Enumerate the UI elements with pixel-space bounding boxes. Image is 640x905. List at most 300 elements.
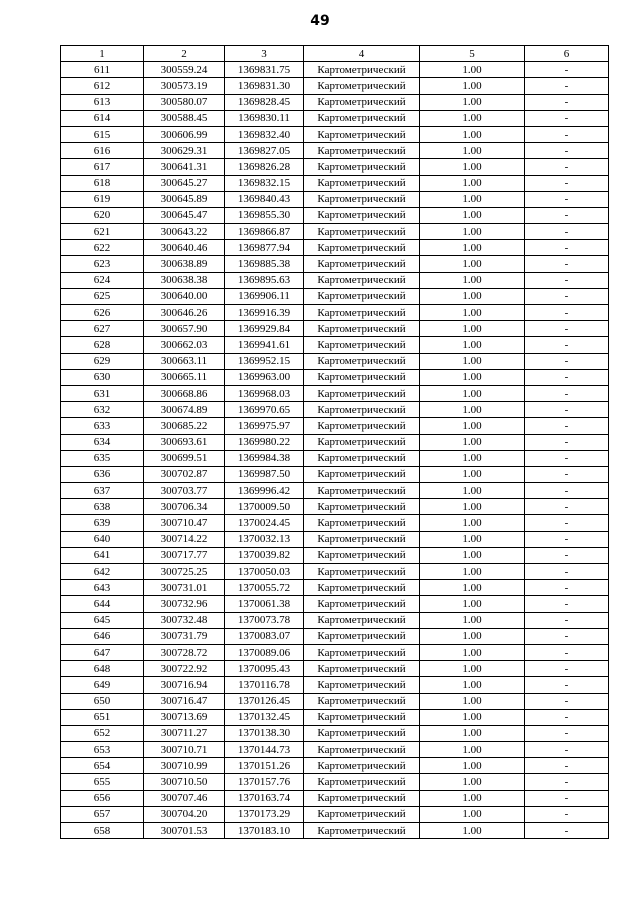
table-row [61,418,609,434]
column-header: 5 [420,46,525,62]
y-coordinate-cell: 1370032.13 [225,531,304,547]
note-cell: - [525,677,609,693]
note-cell: - [525,531,609,547]
y-coordinate-cell: 1369952.15 [225,353,304,369]
point-number-cell: 651 [61,709,144,725]
x-coordinate-cell: 300731.79 [144,628,225,644]
note-cell: - [525,321,609,337]
point-number-cell: 622 [61,240,144,256]
table-row [61,677,609,693]
method-cell: Картометрический [304,175,420,191]
y-coordinate-cell: 1369831.75 [225,62,304,78]
method-cell: Картометрический [304,580,420,596]
x-coordinate-cell: 300588.45 [144,110,225,126]
method-cell: Картометрический [304,450,420,466]
table-row [61,693,609,709]
point-number-cell: 636 [61,466,144,482]
method-cell: Картометрический [304,677,420,693]
note-cell: - [525,483,609,499]
x-coordinate-cell: 300559.24 [144,62,225,78]
method-cell: Картометрический [304,62,420,78]
y-coordinate-cell: 1369866.87 [225,224,304,240]
point-number-cell: 650 [61,693,144,709]
method-cell: Картометрический [304,596,420,612]
table-row [61,224,609,240]
table-row [61,337,609,353]
y-coordinate-cell: 1369895.63 [225,272,304,288]
method-cell: Картометрический [304,693,420,709]
coordinates-table [60,45,609,839]
y-coordinate-cell: 1369827.05 [225,143,304,159]
y-coordinate-cell: 1369855.30 [225,207,304,223]
x-coordinate-cell: 300704.20 [144,806,225,822]
method-cell: Картометрический [304,806,420,822]
point-number-cell: 640 [61,531,144,547]
x-coordinate-cell: 300640.46 [144,240,225,256]
accuracy-cell: 1.00 [420,564,525,580]
method-cell: Картометрический [304,564,420,580]
table-row [61,709,609,725]
y-coordinate-cell: 1369877.94 [225,240,304,256]
column-header: 3 [225,46,304,62]
y-coordinate-cell: 1369828.45 [225,94,304,110]
y-coordinate-cell: 1370116.78 [225,677,304,693]
point-number-cell: 652 [61,725,144,741]
point-number-cell: 641 [61,547,144,563]
point-number-cell: 624 [61,272,144,288]
accuracy-cell: 1.00 [420,110,525,126]
x-coordinate-cell: 300707.46 [144,790,225,806]
method-cell: Картометрический [304,790,420,806]
accuracy-cell: 1.00 [420,450,525,466]
point-number-cell: 628 [61,337,144,353]
x-coordinate-cell: 300645.89 [144,191,225,207]
table-row [61,110,609,126]
accuracy-cell: 1.00 [420,580,525,596]
x-coordinate-cell: 300731.01 [144,580,225,596]
method-cell: Картометрический [304,288,420,304]
point-number-cell: 615 [61,126,144,142]
note-cell: - [525,725,609,741]
table-row [61,564,609,580]
table-row [61,725,609,741]
method-cell: Картометрический [304,240,420,256]
point-number-cell: 614 [61,110,144,126]
y-coordinate-cell: 1369987.50 [225,466,304,482]
method-cell: Картометрический [304,823,420,839]
point-number-cell: 627 [61,321,144,337]
note-cell: - [525,790,609,806]
y-coordinate-cell: 1369832.40 [225,126,304,142]
table-row [61,742,609,758]
table-row [61,369,609,385]
y-coordinate-cell: 1370173.29 [225,806,304,822]
note-cell: - [525,774,609,790]
x-coordinate-cell: 300645.47 [144,207,225,223]
point-number-cell: 629 [61,353,144,369]
point-number-cell: 612 [61,78,144,94]
x-coordinate-cell: 300722.92 [144,661,225,677]
y-coordinate-cell: 1369970.65 [225,402,304,418]
accuracy-cell: 1.00 [420,143,525,159]
note-cell: - [525,580,609,596]
note-cell: - [525,758,609,774]
method-cell: Картометрический [304,774,420,790]
point-number-cell: 649 [61,677,144,693]
method-cell: Картометрический [304,369,420,385]
method-cell: Картометрический [304,661,420,677]
accuracy-cell: 1.00 [420,806,525,822]
x-coordinate-cell: 300701.53 [144,823,225,839]
method-cell: Картометрический [304,434,420,450]
table-row [61,321,609,337]
accuracy-cell: 1.00 [420,531,525,547]
column-header: 4 [304,46,420,62]
table-row [61,94,609,110]
y-coordinate-cell: 1370095.43 [225,661,304,677]
y-coordinate-cell: 1370151.26 [225,758,304,774]
table-row [61,78,609,94]
x-coordinate-cell: 300716.47 [144,693,225,709]
method-cell: Картометрический [304,385,420,401]
y-coordinate-cell: 1369840.43 [225,191,304,207]
table-row [61,466,609,482]
method-cell: Картометрический [304,207,420,223]
note-cell: - [525,499,609,515]
accuracy-cell: 1.00 [420,499,525,515]
y-coordinate-cell: 1369984.38 [225,450,304,466]
point-number-cell: 626 [61,305,144,321]
table-row [61,353,609,369]
page-number: 49 [310,13,330,29]
table-row [61,806,609,822]
accuracy-cell: 1.00 [420,483,525,499]
y-coordinate-cell: 1370024.45 [225,515,304,531]
x-coordinate-cell: 300638.89 [144,256,225,272]
x-coordinate-cell: 300573.19 [144,78,225,94]
point-number-cell: 617 [61,159,144,175]
point-number-cell: 645 [61,612,144,628]
table-row [61,288,609,304]
method-cell: Картометрический [304,644,420,660]
x-coordinate-cell: 300641.31 [144,159,225,175]
method-cell: Картометрический [304,758,420,774]
point-number-cell: 637 [61,483,144,499]
method-cell: Картометрический [304,742,420,758]
accuracy-cell: 1.00 [420,693,525,709]
table-row [61,191,609,207]
x-coordinate-cell: 300640.00 [144,288,225,304]
note-cell: - [525,628,609,644]
note-cell: - [525,742,609,758]
note-cell: - [525,272,609,288]
y-coordinate-cell: 1370009.50 [225,499,304,515]
x-coordinate-cell: 300662.03 [144,337,225,353]
note-cell: - [525,175,609,191]
table-row [61,823,609,839]
point-number-cell: 635 [61,450,144,466]
point-number-cell: 630 [61,369,144,385]
y-coordinate-cell: 1369929.84 [225,321,304,337]
note-cell: - [525,644,609,660]
accuracy-cell: 1.00 [420,612,525,628]
point-number-cell: 643 [61,580,144,596]
note-cell: - [525,806,609,822]
table-row [61,175,609,191]
accuracy-cell: 1.00 [420,628,525,644]
accuracy-cell: 1.00 [420,758,525,774]
point-number-cell: 613 [61,94,144,110]
accuracy-cell: 1.00 [420,191,525,207]
x-coordinate-cell: 300732.96 [144,596,225,612]
note-cell: - [525,337,609,353]
point-number-cell: 657 [61,806,144,822]
note-cell: - [525,240,609,256]
method-cell: Картометрический [304,499,420,515]
y-coordinate-cell: 1370055.72 [225,580,304,596]
point-number-cell: 646 [61,628,144,644]
note-cell: - [525,78,609,94]
table-row [61,143,609,159]
y-coordinate-cell: 1369906.11 [225,288,304,304]
accuracy-cell: 1.00 [420,353,525,369]
table-row [61,790,609,806]
table-row [61,644,609,660]
accuracy-cell: 1.00 [420,418,525,434]
method-cell: Картометрический [304,143,420,159]
column-header: 1 [61,46,144,62]
point-number-cell: 621 [61,224,144,240]
x-coordinate-cell: 300657.90 [144,321,225,337]
point-number-cell: 654 [61,758,144,774]
note-cell: - [525,385,609,401]
x-coordinate-cell: 300717.77 [144,547,225,563]
table-row [61,483,609,499]
note-cell: - [525,143,609,159]
table-row [61,434,609,450]
note-cell: - [525,94,609,110]
y-coordinate-cell: 1370089.06 [225,644,304,660]
accuracy-cell: 1.00 [420,434,525,450]
table-row [61,628,609,644]
table-row [61,256,609,272]
y-coordinate-cell: 1369963.00 [225,369,304,385]
accuracy-cell: 1.00 [420,240,525,256]
y-coordinate-cell: 1370039.82 [225,547,304,563]
method-cell: Картометрический [304,78,420,94]
accuracy-cell: 1.00 [420,272,525,288]
point-number-cell: 647 [61,644,144,660]
note-cell: - [525,693,609,709]
accuracy-cell: 1.00 [420,515,525,531]
x-coordinate-cell: 300711.27 [144,725,225,741]
method-cell: Картометрический [304,628,420,644]
point-number-cell: 632 [61,402,144,418]
accuracy-cell: 1.00 [420,725,525,741]
accuracy-cell: 1.00 [420,661,525,677]
table-row [61,126,609,142]
y-coordinate-cell: 1369968.03 [225,385,304,401]
x-coordinate-cell: 300629.31 [144,143,225,159]
note-cell: - [525,353,609,369]
note-cell: - [525,224,609,240]
note-cell: - [525,159,609,175]
point-number-cell: 648 [61,661,144,677]
note-cell: - [525,466,609,482]
x-coordinate-cell: 300714.22 [144,531,225,547]
table-row [61,305,609,321]
point-number-cell: 633 [61,418,144,434]
table-row [61,62,609,78]
note-cell: - [525,305,609,321]
y-coordinate-cell: 1370183.10 [225,823,304,839]
x-coordinate-cell: 300699.51 [144,450,225,466]
accuracy-cell: 1.00 [420,62,525,78]
accuracy-cell: 1.00 [420,288,525,304]
note-cell: - [525,288,609,304]
y-coordinate-cell: 1369996.42 [225,483,304,499]
table-row [61,758,609,774]
y-coordinate-cell: 1369830.11 [225,110,304,126]
method-cell: Картометрический [304,709,420,725]
method-cell: Картометрический [304,547,420,563]
accuracy-cell: 1.00 [420,547,525,563]
y-coordinate-cell: 1370126.45 [225,693,304,709]
point-number-cell: 642 [61,564,144,580]
note-cell: - [525,596,609,612]
x-coordinate-cell: 300702.87 [144,466,225,482]
accuracy-cell: 1.00 [420,337,525,353]
y-coordinate-cell: 1369975.97 [225,418,304,434]
table-row [61,661,609,677]
accuracy-cell: 1.00 [420,466,525,482]
x-coordinate-cell: 300663.11 [144,353,225,369]
method-cell: Картометрический [304,110,420,126]
x-coordinate-cell: 300693.61 [144,434,225,450]
note-cell: - [525,256,609,272]
accuracy-cell: 1.00 [420,224,525,240]
table-row [61,240,609,256]
note-cell: - [525,515,609,531]
point-number-cell: 656 [61,790,144,806]
accuracy-cell: 1.00 [420,256,525,272]
column-header: 6 [525,46,609,62]
y-coordinate-cell: 1369832.15 [225,175,304,191]
y-coordinate-cell: 1369916.39 [225,305,304,321]
point-number-cell: 616 [61,143,144,159]
point-number-cell: 618 [61,175,144,191]
accuracy-cell: 1.00 [420,402,525,418]
y-coordinate-cell: 1370138.30 [225,725,304,741]
point-number-cell: 639 [61,515,144,531]
y-coordinate-cell: 1370144.73 [225,742,304,758]
point-number-cell: 658 [61,823,144,839]
x-coordinate-cell: 300703.77 [144,483,225,499]
x-coordinate-cell: 300646.26 [144,305,225,321]
point-number-cell: 611 [61,62,144,78]
method-cell: Картометрический [304,256,420,272]
accuracy-cell: 1.00 [420,126,525,142]
table-row [61,515,609,531]
method-cell: Картометрический [304,466,420,482]
y-coordinate-cell: 1370061.38 [225,596,304,612]
table-row [61,547,609,563]
y-coordinate-cell: 1370083.07 [225,628,304,644]
point-number-cell: 655 [61,774,144,790]
table-row [61,612,609,628]
x-coordinate-cell: 300638.38 [144,272,225,288]
note-cell: - [525,62,609,78]
table-row [61,596,609,612]
method-cell: Картометрический [304,612,420,628]
x-coordinate-cell: 300674.89 [144,402,225,418]
y-coordinate-cell: 1370132.45 [225,709,304,725]
accuracy-cell: 1.00 [420,159,525,175]
accuracy-cell: 1.00 [420,677,525,693]
x-coordinate-cell: 300710.99 [144,758,225,774]
x-coordinate-cell: 300716.94 [144,677,225,693]
accuracy-cell: 1.00 [420,369,525,385]
x-coordinate-cell: 300606.99 [144,126,225,142]
accuracy-cell: 1.00 [420,207,525,223]
note-cell: - [525,369,609,385]
x-coordinate-cell: 300668.86 [144,385,225,401]
method-cell: Картометрический [304,531,420,547]
x-coordinate-cell: 300685.22 [144,418,225,434]
method-cell: Картометрический [304,305,420,321]
table-row [61,774,609,790]
method-cell: Картометрический [304,191,420,207]
table-row [61,531,609,547]
table-row [61,580,609,596]
table-header-row [61,46,609,62]
point-number-cell: 634 [61,434,144,450]
point-number-cell: 638 [61,499,144,515]
note-cell: - [525,450,609,466]
table-row [61,159,609,175]
column-header: 2 [144,46,225,62]
table-row [61,499,609,515]
accuracy-cell: 1.00 [420,175,525,191]
point-number-cell: 631 [61,385,144,401]
accuracy-cell: 1.00 [420,774,525,790]
method-cell: Картометрический [304,418,420,434]
method-cell: Картометрический [304,159,420,175]
x-coordinate-cell: 300710.47 [144,515,225,531]
x-coordinate-cell: 300728.72 [144,644,225,660]
x-coordinate-cell: 300665.11 [144,369,225,385]
x-coordinate-cell: 300710.71 [144,742,225,758]
note-cell: - [525,126,609,142]
note-cell: - [525,110,609,126]
accuracy-cell: 1.00 [420,709,525,725]
y-coordinate-cell: 1369980.22 [225,434,304,450]
x-coordinate-cell: 300645.27 [144,175,225,191]
x-coordinate-cell: 300732.48 [144,612,225,628]
accuracy-cell: 1.00 [420,385,525,401]
x-coordinate-cell: 300580.07 [144,94,225,110]
note-cell: - [525,547,609,563]
y-coordinate-cell: 1370073.78 [225,612,304,628]
y-coordinate-cell: 1370157.76 [225,774,304,790]
note-cell: - [525,207,609,223]
point-number-cell: 623 [61,256,144,272]
y-coordinate-cell: 1369941.61 [225,337,304,353]
accuracy-cell: 1.00 [420,94,525,110]
x-coordinate-cell: 300725.25 [144,564,225,580]
point-number-cell: 653 [61,742,144,758]
method-cell: Картометрический [304,483,420,499]
